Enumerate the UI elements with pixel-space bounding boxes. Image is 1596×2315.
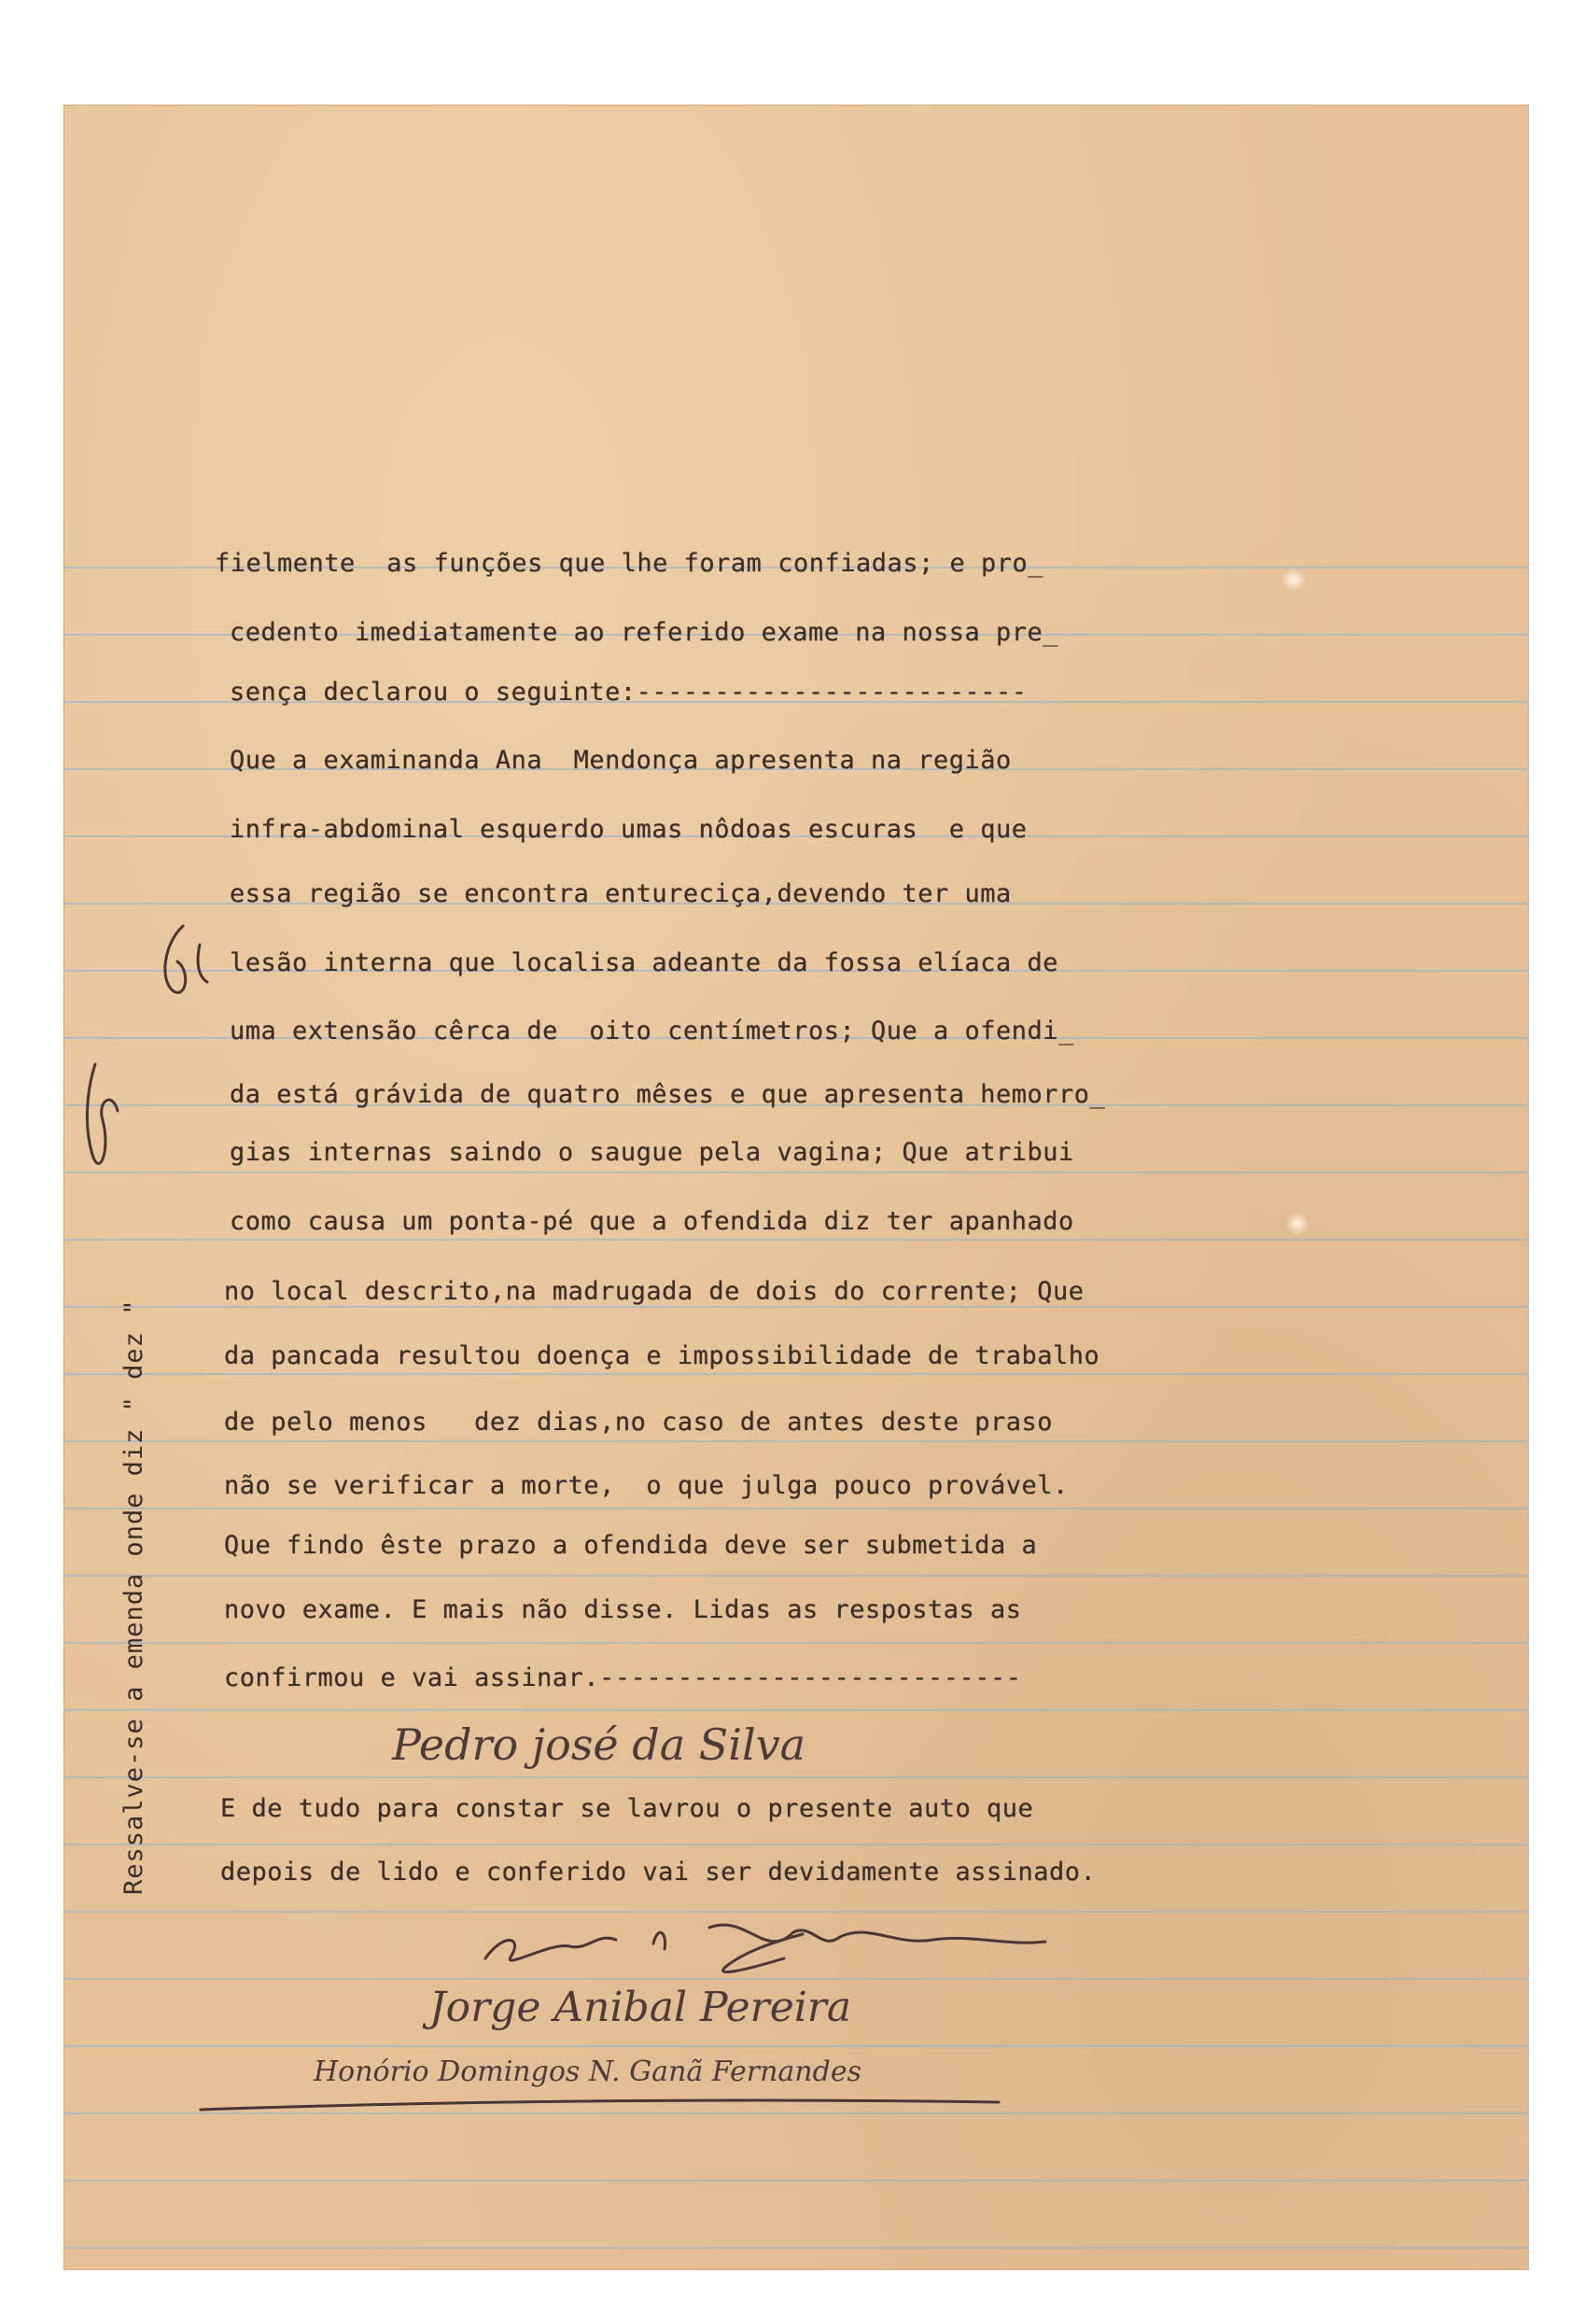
body-line: no local descrito,na madrugada de dois do corrente; Que [224,1277,1085,1306]
body-line: como causa um ponta-pé que a ofendida diz ter apanhado [230,1207,1074,1236]
body-line: não se verificar a morte, o que julga pouco provável. [224,1471,1069,1500]
body-line: lesão interna que localisa adeante da fossa elíaca de [230,948,1059,977]
body-line: gias internas saindo o saugue pela vagina; Que atribui [230,1138,1074,1167]
body-line: Que findo êste prazo a ofendida deve ser submetida a [224,1531,1038,1560]
margin-note: Ressalve-se a emenda onde diz " dez " [119,1298,148,1895]
closing-line: E de tudo para constar se lavrou o presente auto que [220,1794,1034,1823]
body-line: novo exame. E mais não disse. Lidas as respostas as [224,1595,1022,1624]
official-signature-2: Honório Domingos N. Ganã Fernandes [314,2055,861,2088]
body-line: sença declarou o seguinte:------------------------- [230,678,1028,707]
body-line: da está grávida de quatro mêses e que apresenta hemorro_ [230,1080,1106,1109]
official-signature-1: Jorge Anibal Pereira [429,1984,852,2031]
closing-line: depois de lido e conferido vai ser devidamente assinado. [220,1858,1097,1887]
body-line: essa região se encontra entureciça,devendo ter uma [230,879,1012,908]
body-line: Que a examinanda Ana Mendonça apresenta na região [230,746,1012,775]
body-line: confirmou e vai assinar.--------------------------- [224,1663,1022,1692]
body-line: de pelo menos dez dias,no caso de antes deste praso [224,1408,1054,1437]
body-line: cedento imediatamente ao referido exame na nossa pre_ [230,618,1059,647]
body-line: uma extensão cêrca de oito centímetros; Que a ofendi_ [230,1017,1074,1045]
body-line: da pancada resultou doença e impossibilidade de trabalho [224,1341,1100,1370]
body-line: fielmente as funções que lhe foram confiadas; e pro_ [215,549,1044,578]
witness-signature: Pedro josé da Silva [392,1719,806,1770]
body-line: infra-abdominal esquerdo umas nôdoas escuras e que [230,815,1028,844]
